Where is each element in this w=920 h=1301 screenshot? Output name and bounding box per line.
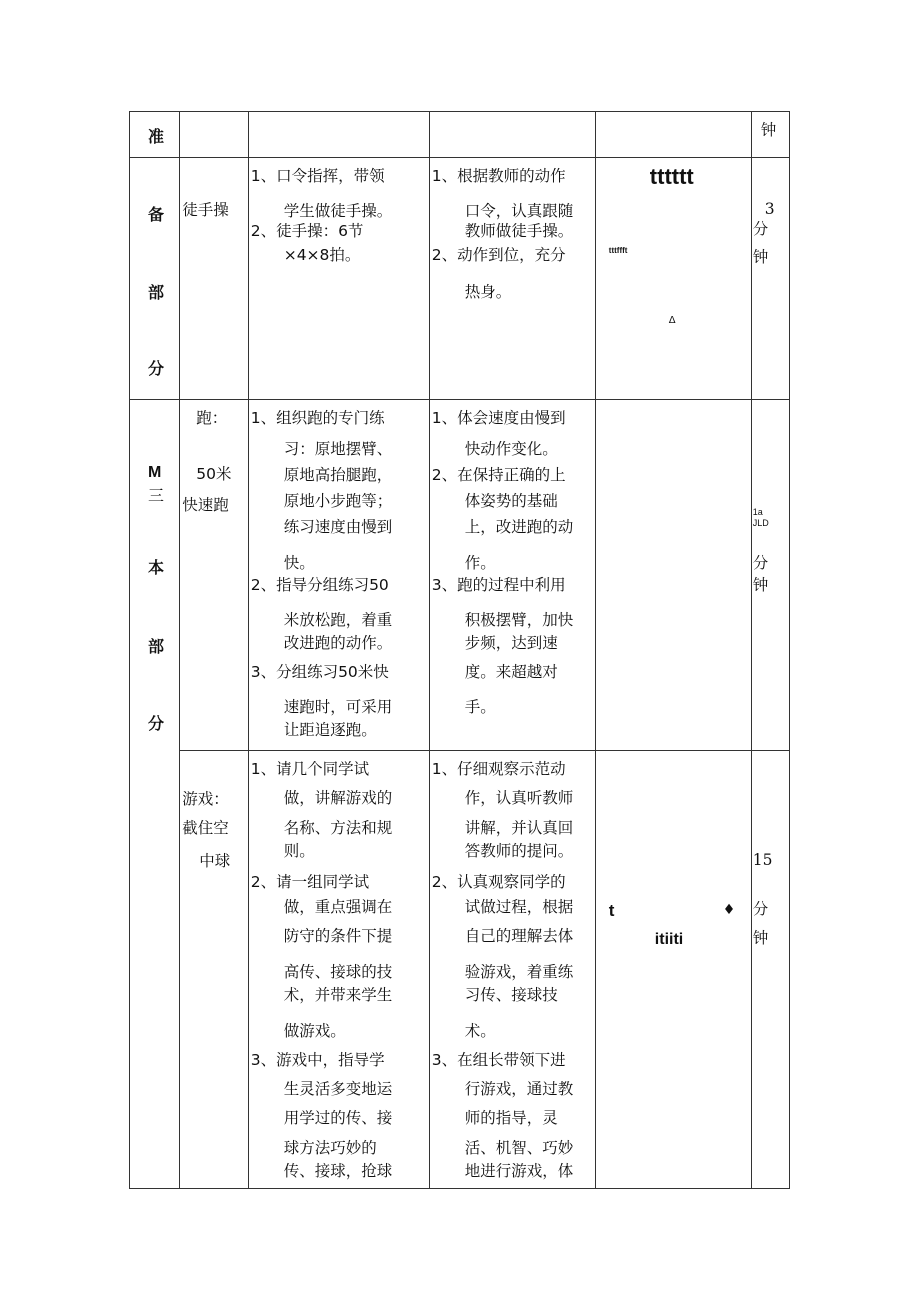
student-cell-game [429,751,595,1189]
student-line: 口令，认真跟随 [464,202,574,220]
student-line: 上，改进跑的动 [464,518,574,536]
teacher-line: 1、口令指挥，带领 [250,167,385,185]
student-line: 3、在组长带领下进 [431,1051,566,1069]
section-char: 分 [148,359,165,378]
teacher-position-marker: ♦ [722,902,736,918]
student-line: 积极摆臂，加快 [464,611,574,629]
teacher-line: 2、徒手操：6节 [250,222,364,240]
empty-cell [429,112,595,158]
table-row-running [130,400,790,751]
empty-cell [248,112,429,158]
time-value-small: 1a [752,507,763,517]
student-line: 行游戏，通过教 [464,1080,574,1098]
section-char: 备 [148,205,165,224]
teacher-line: 高传、接球的技 [283,963,393,981]
content-cell-game [180,751,248,1189]
section-char: M [148,464,162,481]
student-line: 作。 [464,554,496,572]
section-char: 本 [148,558,165,577]
teacher-line: 术，并带来学生 [283,986,393,1004]
teacher-line: 改进跑的动作。 [283,634,393,652]
teacher-line: 学生做徒手操。 [283,202,393,220]
student-line: 体姿势的基础 [464,492,558,510]
time-unit: 钟 [752,248,769,266]
time-unit: 分 [752,900,769,918]
teacher-line: 快。 [283,554,315,572]
student-line: 手。 [464,698,496,716]
formation-row: itiiti [654,931,684,948]
time-cell-warmup [751,158,789,400]
section-cell-warmup [130,158,180,400]
teacher-line: 生灵活多变地运 [283,1080,393,1098]
teacher-line: 3、分组练习50米快 [250,663,389,681]
section-char: 分 [148,714,165,733]
teacher-cell-running [248,400,429,751]
content-label: 50米 [196,465,232,483]
formation-cell-warmup [595,158,751,400]
time-cell-top [751,112,789,158]
student-cell-warmup [429,158,595,400]
student-cell-running [429,400,595,751]
student-line: 1、体会速度由慢到 [431,409,566,427]
student-line: 地进行游戏，体 [464,1162,574,1180]
section-char: 部 [148,283,165,302]
content-label: 跑： [196,409,228,427]
teacher-line: 1、请几个同学试 [250,760,370,778]
teacher-line: 2、指导分组练习50 [250,576,389,594]
student-line: 快动作变化。 [464,440,558,458]
section-char: 准 [148,127,165,146]
content-cell-warmup [180,158,248,400]
table-row-top [130,112,790,158]
student-line: 活、机智、巧妙 [464,1139,574,1157]
time-cell-game [751,751,789,1189]
student-line: 1、仔细观察示范动 [431,760,566,778]
section-cell-top [130,112,180,158]
teacher-line: 练习速度由慢到 [283,518,393,536]
content-cell-running [180,400,248,751]
time-label: 钟 [760,121,777,139]
teacher-line: 用学过的传、接 [283,1109,393,1127]
teacher-line: 3、游戏中，指导学 [250,1051,385,1069]
student-line: 度。来超越对 [464,663,558,681]
content-label: 徒手操 [182,201,229,219]
student-line: 自己的理解去体 [464,927,574,945]
student-line: 试做过程，根据 [464,898,574,916]
empty-cell [180,112,248,158]
lesson-plan-table [129,111,790,1189]
teacher-line: 做游戏。 [283,1022,346,1040]
student-line: 2、在保持正确的上 [431,466,566,484]
teacher-line: 1、组织跑的专门练 [250,409,385,427]
section-char: 三 [148,486,165,505]
student-line: 1、根据教师的动作 [431,167,566,185]
student-line: 习传、接球技 [464,986,558,1004]
student-line: 教师做徒手操。 [464,222,574,240]
time-unit: 分 [752,220,769,238]
time-unit: 钟 [752,576,769,594]
student-line: 答教师的提问。 [464,842,574,860]
teacher-line: 让距追逐跑。 [283,721,377,739]
teacher-line: 速跑时，可采用 [283,698,393,716]
student-line: 术。 [464,1022,496,1040]
teacher-line: 防守的条件下提 [283,927,393,945]
teacher-line: 2、请一组同学试 [250,873,370,891]
teacher-line: 传、接球，抢球 [283,1162,393,1180]
student-line: 验游戏，着重练 [464,963,574,981]
student-line: 3、跑的过程中利用 [431,576,566,594]
section-char: 部 [148,637,165,656]
content-label: 快速跑 [182,496,229,514]
teacher-line: 做，重点强调在 [283,898,393,916]
teacher-line: ×4×8拍。 [283,246,361,264]
time-unit: 分 [752,554,769,572]
teacher-line: 原地高抬腿跑， [283,466,393,484]
teacher-cell-game [248,751,429,1189]
table-row-warmup [130,158,790,400]
teacher-line: 米放松跑，着重 [283,611,393,629]
teacher-line: 习：原地摆臂、 [283,440,393,458]
time-value: 3 [764,200,775,218]
student-line: 作，认真听教师 [464,789,574,807]
student-line: 热身。 [464,283,512,301]
time-value-small: JLD [752,518,769,528]
time-unit: 钟 [752,929,769,947]
content-label: 中球 [199,852,231,870]
time-value: 15 [752,851,773,869]
student-line: 2、动作到位，充分 [431,246,566,264]
student-line: 2、认真观察同学的 [431,873,566,891]
empty-cell [595,112,751,158]
teacher-line: 原地小步跑等； [283,492,393,510]
formation-row-large: tttttt [649,164,694,189]
teacher-line: 名称、方法和规 [283,819,393,837]
table-row-game [130,751,790,1189]
formation-player: t [608,901,615,920]
formation-cell-game [595,751,751,1189]
teacher-line: 球方法巧妙的 [283,1139,377,1157]
student-line: 讲解，并认真回 [464,819,574,837]
content-label: 游戏： [182,790,229,808]
student-line: 步频，达到速 [464,634,558,652]
time-cell-running [751,400,789,751]
formation-cell-running [595,400,751,751]
section-cell-main [130,400,180,1189]
teacher-cell-warmup [248,158,429,400]
teacher-line: 做，讲解游戏的 [283,789,393,807]
teacher-line: 则。 [283,842,315,860]
formation-row-small: tttffft [608,246,628,255]
content-label: 截住空 [182,819,229,837]
student-line: 师的指导，灵 [464,1109,558,1127]
teacher-position-marker: Δ [668,315,676,326]
